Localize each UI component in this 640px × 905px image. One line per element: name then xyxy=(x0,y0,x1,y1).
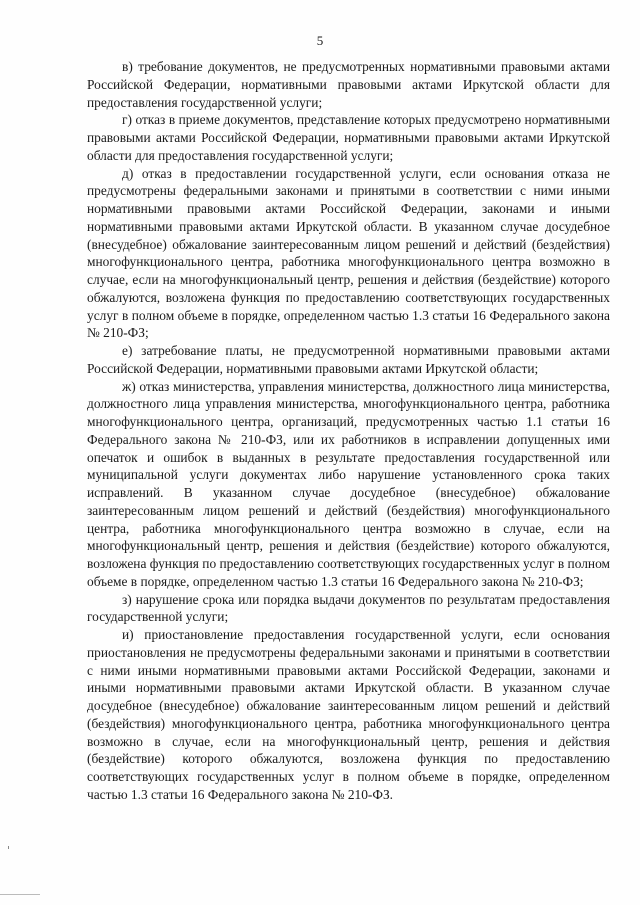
paragraph-g: г) отказ в приеме документов, представление которых предусмотрено нормативными правовыми актами Российской Федерации, нормативными правовыми актами Иркутской области для предоставления государственной услуги; xyxy=(87,112,610,163)
scan-mark xyxy=(8,846,9,849)
document-body xyxy=(87,58,610,804)
paragraph-zh: ж) отказ министерства, управления министерства, должностного лица министерства, должностного лица управления министерства, многофункционального центра, работника многофункционального центра, организаций, предусмотренных частью 1.1 статьи 16 Федерального закона № 210-ФЗ, или их работников в исправлении допущенных ими опечаток и ошибок в выданных в результате предоставления государственной или муниципальной услуги документах либо нарушение установленного срока таких исправлений. В указанном случае досудебное (внесудебное) обжалование заинтересованным лицом решений и действий (бездействия) многофункционального центра, работника многофункционального центра возможно в случае, если на многофункциональный центр, решения и действия (бездействие) которого обжалуются, возложена функция по предоставлению соответствующих государственных услуг в полном объеме в порядке, определенном частью 1.3 статьи 16 Федерального закона № 210-ФЗ; xyxy=(87,378,610,589)
paragraph-i: и) приостановление предоставления государственной услуги, если основания приостановления не предусмотрены федеральными законами и принятыми в соответствии с ними иными нормативными правовыми актами Российской Федерации, законами и иными нормативными правовыми актами Иркутской области. В указанном случае досудебное (внесудебное) обжалование заинтересованным лицом решений и действий (бездействия) многофункционального центра, работника многофункционального центра возможно в случае, если на многофункциональный центр, решения и действия (бездействие) которого обжалуются, возложена функция по предоставлению соответствующих государственных услуг в полном объеме в порядке, определенном частью 1.3 статьи 16 Федерального закона № 210-ФЗ. xyxy=(87,627,610,802)
paragraph-e: е) затребование платы, не предусмотренной нормативными правовыми актами Российской Федерации, нормативными правовыми актами Иркутской области; xyxy=(87,343,610,376)
paragraph-z: з) нарушение срока или порядка выдачи документов по результатам предоставления государственной услуги; xyxy=(87,591,610,625)
paragraph-d: д) отказ в предоставлении государственной услуги, если основания отказа не предусмотрены федеральными законами и принятыми в соответствии с ними иными нормативными правовыми актами Российской Федерации, законами и иными нормативными правовыми актами Иркутской области. В указанном случае досудебное (внесудебное) обжалование заинтересованным лицом решений и действий (бездействия) многофункционального центра, работника многофункционального центра возможно в случае, если на многофункциональный центр, решения и действия (бездействие) которого обжалуются, возложена функция по предоставлению соответствующих государственных услуг в полном объеме в порядке, определенном частью 1.3 статьи 16 Федерального закона № 210-ФЗ; xyxy=(87,165,610,341)
scan-mark xyxy=(0,894,40,895)
page-number: 5 xyxy=(316,33,324,48)
paragraph-v: в) требование документов, не предусмотренных нормативными правовыми актами Российской Федерации, нормативными правовыми актами Иркутской области для предоставления государственной услуги; xyxy=(87,59,610,110)
